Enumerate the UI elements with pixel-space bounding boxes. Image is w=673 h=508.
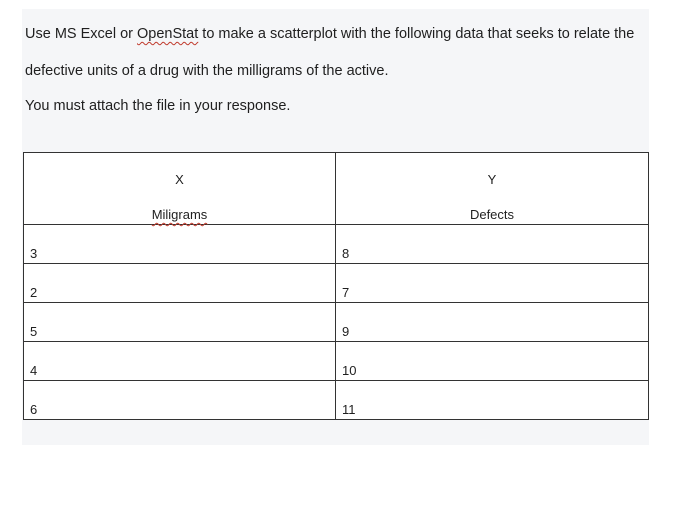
header-name: Defects: [469, 207, 515, 222]
table-row: [24, 342, 649, 381]
table-cell-x: 3: [24, 225, 336, 264]
instruction-line-1: [25, 26, 634, 42]
header-cell-x: [24, 153, 336, 225]
table-row: [24, 225, 649, 264]
table-row: [24, 303, 649, 342]
table-cell-y: 7: [336, 264, 649, 303]
data-table: [23, 152, 649, 420]
table-cell-x: 4: [24, 342, 336, 381]
table-cell-x: 2: [24, 264, 336, 303]
table-cell-y: 9: [336, 303, 649, 342]
header-letter: Y: [487, 172, 497, 187]
table-cell-y: 10: [336, 342, 649, 381]
instruction-text: Use MS Excel or: [25, 26, 137, 42]
instruction-text: to make a scatterplot with the following data that seeks to relate the: [198, 26, 635, 42]
openstat-word: OpenStat: [137, 26, 199, 42]
instruction-line-3: You must attach the file in your response.: [25, 98, 291, 114]
instruction-line-2: defective units of a drug with the milligrams of the active.: [25, 63, 389, 79]
table-header-row: [24, 153, 649, 225]
header-name: Miligrams: [151, 207, 208, 222]
table-row: [24, 264, 649, 303]
table-cell-y: 8: [336, 225, 649, 264]
table-cell-y: 11: [336, 381, 649, 420]
table-row: [24, 381, 649, 420]
header-letter: X: [175, 172, 184, 187]
header-cell-y: [336, 153, 649, 225]
table-cell-x: 6: [24, 381, 336, 420]
table-cell-x: 5: [24, 303, 336, 342]
